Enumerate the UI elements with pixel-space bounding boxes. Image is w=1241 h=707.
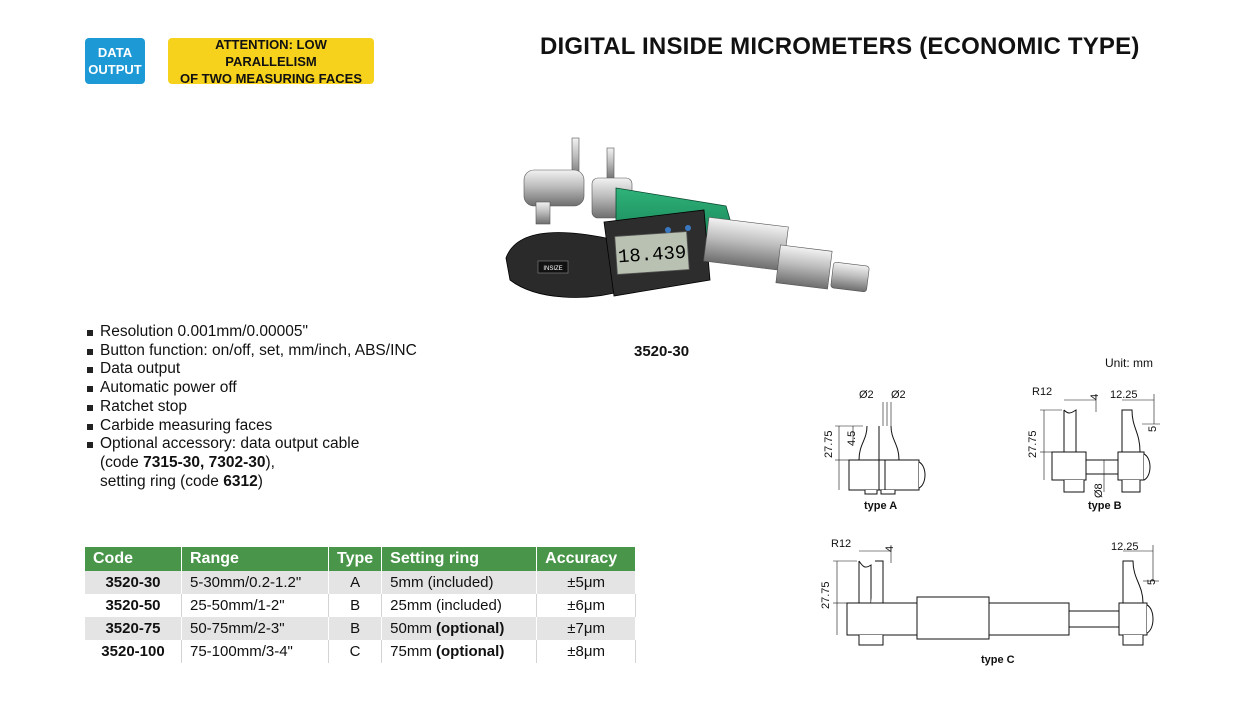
cell-code: 3520-100	[85, 640, 182, 663]
cell-type: B	[329, 617, 382, 640]
data-output-badge	[85, 38, 145, 84]
type-b-diagram	[1022, 380, 1167, 515]
type-b-dim-5: 5	[1147, 425, 1159, 432]
type-b-dim-height: 27.75	[1027, 430, 1039, 458]
attention-line1: ATTENTION: LOW PARALLELISM	[215, 36, 327, 69]
type-b-dim-r: R12	[1032, 386, 1053, 398]
ring-code: 6312	[223, 472, 258, 490]
attention-badge	[168, 38, 374, 84]
cell-range: 25-50mm/1-2"	[182, 594, 329, 617]
feature-item: Ratchet stop	[85, 398, 417, 417]
type-c-dim-r: R12	[831, 538, 852, 550]
header-type: Type	[329, 547, 382, 571]
table-row	[85, 640, 636, 663]
unit-label: Unit: mm	[1105, 356, 1153, 370]
micrometer-photo	[496, 130, 876, 310]
cell-range: 5-30mm/0.2-1.2"	[182, 571, 329, 594]
type-a-label: type A	[864, 500, 898, 512]
table-row	[85, 571, 636, 594]
table-row	[85, 617, 636, 640]
feature-item: Automatic power off	[85, 379, 417, 398]
type-a-dim-phi1: Ø2	[859, 389, 874, 401]
type-a-dim-phi2: Ø2	[891, 389, 906, 401]
cell-range: 75-100mm/3-4"	[182, 640, 329, 663]
cell-setting-ring: 75mm (optional)	[382, 640, 537, 663]
cell-code: 3520-50	[85, 594, 182, 617]
cell-type: B	[329, 594, 382, 617]
table-row	[85, 594, 636, 617]
feature-list	[85, 323, 417, 491]
cell-accuracy: ±6μm	[537, 594, 636, 617]
cell-setting-ring: 5mm (included)	[382, 571, 537, 594]
cell-type: C	[329, 640, 382, 663]
cell-accuracy: ±7μm	[537, 617, 636, 640]
type-a-dim-height: 27.75	[823, 430, 835, 458]
feature-item: Button function: on/off, set, mm/inch, ABS/INC	[85, 342, 417, 361]
cell-setting-ring: 25mm (included)	[382, 594, 537, 617]
type-c-dim-height: 27.75	[820, 581, 832, 609]
cell-code: 3520-75	[85, 617, 182, 640]
table-header-row	[85, 547, 636, 571]
type-b-label: type B	[1088, 500, 1122, 512]
feature-item: Optional accessory: data output cable	[85, 435, 417, 454]
model-label: 3520-30	[634, 343, 690, 360]
type-b-dim-4: 4	[1089, 393, 1101, 400]
cell-code: 3520-30	[85, 571, 182, 594]
page-title: DIGITAL INSIDE MICROMETERS (ECONOMIC TYPE)	[540, 33, 1140, 60]
brand-logo: INSIZE	[543, 266, 563, 272]
spec-table	[85, 547, 636, 663]
type-a-dim-small: 4.5	[846, 430, 858, 446]
header-accuracy: Accuracy	[537, 547, 636, 571]
feature-item: Data output	[85, 360, 417, 379]
data-output-line1: DATA	[97, 45, 133, 60]
attention-line2: OF TWO MEASURING FACES	[180, 70, 362, 86]
cell-accuracy: ±8μm	[537, 640, 636, 663]
cell-setting-ring: 50mm (optional)	[382, 617, 537, 640]
type-b-dim-width: 12.25	[1110, 389, 1138, 401]
type-c-diagram	[815, 535, 1165, 670]
data-output-line2: OUTPUT	[88, 62, 142, 77]
lcd-reading: 18.439	[617, 241, 688, 269]
cell-range: 50-75mm/2-3"	[182, 617, 329, 640]
cable-codes: 7315-30, 7302-30	[143, 453, 266, 471]
feature-item-continuation: setting ring (code 6312)	[100, 472, 263, 490]
feature-item-continuation: (code 7315-30, 7302-30),	[100, 453, 275, 471]
type-a-diagram	[815, 380, 935, 515]
feature-item: Carbide measuring faces	[85, 417, 417, 436]
type-b-dim-phi: Ø8	[1093, 483, 1105, 498]
cell-accuracy: ±5μm	[537, 571, 636, 594]
header-range: Range	[182, 547, 329, 571]
type-c-dim-5: 5	[1146, 578, 1158, 585]
cell-type: A	[329, 571, 382, 594]
feature-item: Resolution 0.001mm/0.00005"	[85, 323, 417, 342]
header-code: Code	[85, 547, 182, 571]
type-c-dim-4: 4	[884, 545, 896, 552]
header-setting-ring: Setting ring	[382, 547, 537, 571]
type-c-label: type C	[981, 654, 1015, 666]
type-c-dim-width: 12.25	[1111, 541, 1139, 553]
